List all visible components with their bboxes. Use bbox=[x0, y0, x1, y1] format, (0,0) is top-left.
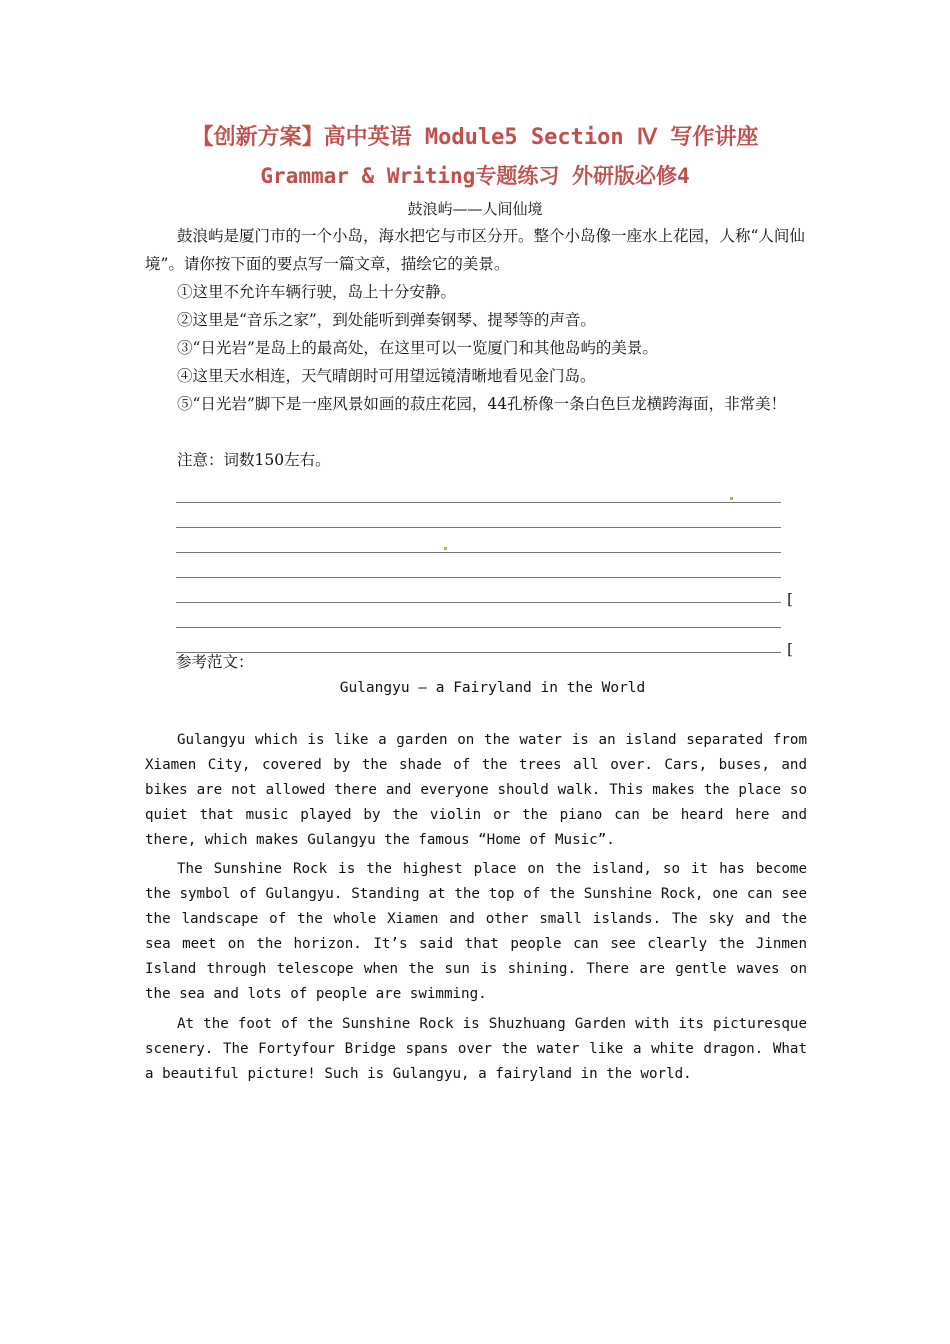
reference-label: 参考范文： bbox=[176, 653, 254, 671]
document-subtitle: Grammar & Writing专题练习 外研版必修4 bbox=[260, 164, 690, 188]
writing-line[interactable] bbox=[176, 528, 781, 553]
task-note: 注意：词数150左右。 bbox=[177, 451, 331, 469]
essay-paragraph-3: At the foot of the Sunshine Rock is Shuzhuang Garden with its picturesque scenery. The Fortyfour Bridge spans over the water like a white dragon. What a beautiful picture! Such is Gulangyu, a fairyland in the world. bbox=[145, 1016, 807, 1082]
document-title: 【创新方案】高中英语 Module5 Section Ⅳ 写作讲座 bbox=[191, 125, 759, 150]
task-topic: 鼓浪屿——人间仙境 bbox=[407, 200, 543, 218]
task-intro: 鼓浪屿是厦门市的一个小岛，海水把它与市区分开。整个小岛像一座水上花园，人称“人间仙境”。请你按下面的要点写一篇文章，描绘它的美景。 bbox=[145, 227, 805, 273]
writing-line[interactable] bbox=[176, 578, 793, 608]
mark-dot bbox=[444, 547, 447, 550]
writing-area[interactable] bbox=[176, 478, 796, 658]
task-point-2: ②这里是“音乐之家”，到处能听到弹奏钢琴、提琴等的声音。 bbox=[177, 311, 596, 329]
writing-line[interactable] bbox=[176, 553, 781, 578]
writing-line[interactable] bbox=[176, 603, 781, 628]
bracket-mark: [ bbox=[787, 590, 793, 608]
task-point-3: ③“日光岩”是岛上的最高处，在这里可以一览厦门和其他岛屿的美景。 bbox=[177, 339, 658, 357]
task-point-5: ⑤“日光岩”脚下是一座风景如画的菽庄花园，44孔桥像一条白色巨龙横跨海面，非常美！ bbox=[177, 395, 787, 413]
writing-line[interactable] bbox=[176, 478, 781, 503]
essay-paragraph-1: Gulangyu which is like a garden on the water is an island separated from Xiamen City, covered by the shade of the trees all over. Cars, buses, and bikes are not allowed there and everyone should walk. This makes the place so quiet that music played by the violin or the piano can be heard here and there, which makes Gulangyu the famous “Home of Music”. bbox=[145, 732, 807, 848]
task-point-4: ④这里天水相连，天气晴朗时可用望远镜清晰地看见金门岛。 bbox=[177, 367, 596, 385]
mark-dot bbox=[730, 497, 733, 500]
writing-line[interactable] bbox=[176, 503, 781, 528]
essay-title: Gulangyu — a Fairyland in the World bbox=[339, 680, 646, 696]
essay-paragraph-2: The Sunshine Rock is the highest place on the island, so it has become the symbol of Gulangyu. Standing at the top of the Sunshine Rock, one can see the landscape of the whole Xiamen and other small islands. The sky and the sea meet on the horizon. It’s said that people can see clearly the Jinmen Island through telescope when the sun is shining. There are gentle waves on the sea and lots of people are swimming. bbox=[145, 861, 807, 1002]
bracket-mark: [ bbox=[787, 640, 793, 658]
writing-line[interactable] bbox=[176, 628, 793, 658]
task-point-1: ①这里不允许车辆行驶，岛上十分安静。 bbox=[177, 283, 457, 301]
